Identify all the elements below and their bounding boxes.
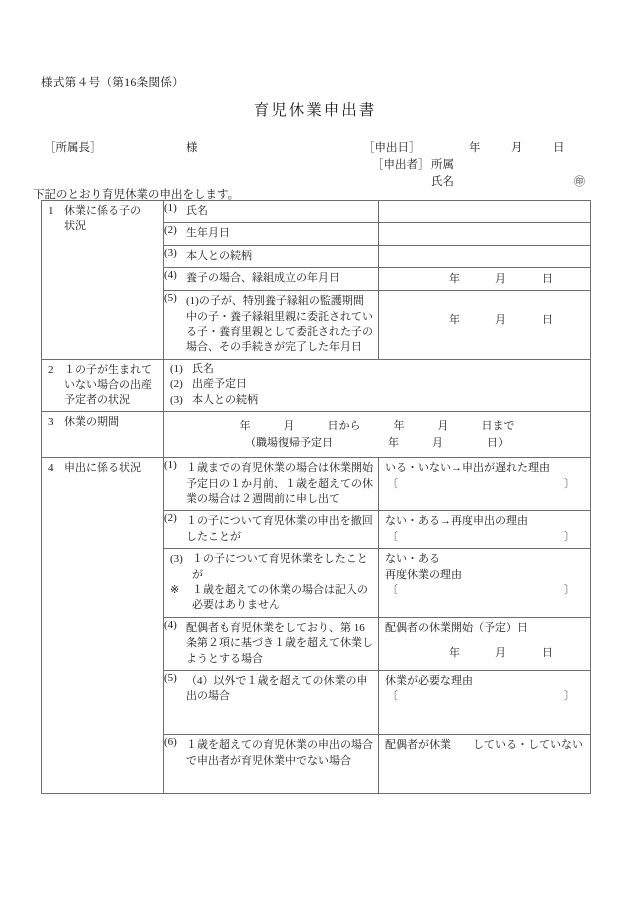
section-4-item-3-note-text: １歳を超えての休業の場合は記入の必要はありません xyxy=(192,583,368,612)
section-4-item-5-cell xyxy=(164,670,379,734)
section-1-item-4 xyxy=(164,268,378,289)
section-4-value-5-label: 休業が必要な理由 xyxy=(385,674,473,687)
section-4-item-1-marker: (1) xyxy=(164,459,177,472)
section-4-item-6-cell xyxy=(164,735,379,793)
section-2-item-2-marker: (2) xyxy=(170,378,183,391)
section-4-item-1 xyxy=(164,458,378,510)
section-3-period xyxy=(164,412,590,457)
section-2-items-cell[interactable] xyxy=(164,359,591,412)
section-4-item-4-text: 配偶者も育児休業をしており、第 16 条第２項に基づき１歳を超えて休業しようとする場合 xyxy=(186,621,373,665)
section-4-label-cell xyxy=(42,458,164,793)
application-date-year: 年 xyxy=(469,142,481,154)
section-2-number: 2 xyxy=(48,363,54,376)
section-1-value-2-cell[interactable] xyxy=(379,223,591,245)
bracket-left: 〔 xyxy=(387,583,398,596)
section-1-value-1 xyxy=(379,201,590,222)
bracket-left: 〔 xyxy=(387,477,398,490)
spacer xyxy=(385,772,585,781)
addressee-label: ［所属長］ xyxy=(44,142,102,154)
section-4-value-4 xyxy=(379,618,590,664)
section-4-value-3 xyxy=(379,549,590,601)
section-4-item-1-text: １歳までの育児休業の場合は休業開始予定日の１か月前、１歳を超えての休業の場合は２週間前に申し出て xyxy=(186,462,373,506)
bracket-left: 〔 xyxy=(387,690,398,703)
section-4-item-6-text: １歳を超えての育児休業の申出の場合で申出者が育児休業中でない場合 xyxy=(186,739,373,767)
section-1-item-5-text: (1)の子が、特別養子縁組の監護期間中の子・養子縁組里親に委託されている子・養育里親として委託された子の場合、その手続きが完了した年月日 xyxy=(186,295,373,354)
section-4-value-6 xyxy=(379,735,590,792)
section-1-value-2 xyxy=(379,223,590,244)
section-4-item-4-cell xyxy=(164,617,379,670)
spacer xyxy=(385,294,585,303)
section-4-value-6-cell[interactable] xyxy=(379,735,591,793)
section-3-number: 3 xyxy=(48,416,54,429)
section-1-item-1-text: 氏名 xyxy=(186,205,208,217)
section-2-item-3 xyxy=(170,393,585,408)
section-2-title-line3: 予定者の状況 xyxy=(64,394,130,407)
section-4-value-4-label: 配偶者の休業開始（予定）日 xyxy=(385,621,528,634)
section-4-item-2 xyxy=(164,511,378,548)
section-1-item-1 xyxy=(164,201,378,222)
bracket-right: 〕 xyxy=(564,477,575,490)
section-4-item-2-cell xyxy=(164,511,379,549)
section-4-value-1-bracket xyxy=(385,477,585,492)
section-4-value-5-bracket xyxy=(385,689,585,704)
spacer xyxy=(385,754,585,763)
section-2-title-line2: いない場合の出産 xyxy=(64,378,152,391)
section-4-value-3-options: ない・ある xyxy=(385,553,440,566)
lead-text: 下記のとおり育児休業の申出をします。 xyxy=(33,189,240,201)
application-date-day: 日 xyxy=(553,142,565,154)
section-1-title-line1: 休業に係る子の xyxy=(64,205,141,217)
application-date-row xyxy=(363,139,598,156)
month-marker: 月 xyxy=(495,647,506,660)
section-1-item-3-marker: (3) xyxy=(164,246,177,259)
spacer xyxy=(385,303,585,312)
section-1-item-5-cell xyxy=(164,291,379,360)
spacer xyxy=(385,763,585,772)
section-4-item-4 xyxy=(164,618,378,670)
bracket-right: 〕 xyxy=(564,530,575,543)
applicant-label: ［申出者］ xyxy=(372,159,430,171)
section-1-item-4-cell xyxy=(164,268,379,291)
section-2-item-1 xyxy=(170,362,585,377)
form-number: 様式第４号（第16条関係） xyxy=(41,77,185,89)
section-4-value-6-options: 配偶者が休業 している・していない xyxy=(385,739,583,752)
section-1-number: 1 xyxy=(48,205,54,217)
section-4-value-1-cell[interactable] xyxy=(379,458,591,511)
section-1-value-4-cell[interactable] xyxy=(379,268,591,291)
page-title: 育児休業申出書 xyxy=(253,102,377,119)
table-row xyxy=(42,359,591,412)
section-1-value-5-cell[interactable] xyxy=(379,291,591,360)
section-4-label xyxy=(42,458,163,479)
name-label: 氏名 xyxy=(431,176,454,188)
section-4-item-6 xyxy=(164,735,378,772)
section-4-item-5-text: （4）以外で１歳を超えての休業の申出の場合 xyxy=(186,674,368,703)
section-1-title-line2: 状況 xyxy=(64,220,86,233)
section-1-item-2-cell xyxy=(164,223,379,245)
section-4-value-2-bracket xyxy=(385,530,585,545)
section-1-item-1-marker: (1) xyxy=(164,202,177,214)
section-4-item-3-text: １の子について育児休業をしたことが xyxy=(192,553,368,581)
section-4-value-2 xyxy=(379,511,590,547)
section-2-item-1-marker: (1) xyxy=(170,362,183,375)
section-2-item-3-text: 本人との続柄 xyxy=(192,393,258,406)
applicant-affiliation-row xyxy=(363,156,598,173)
addressee-honorific: 様 xyxy=(186,142,198,154)
section-1-value-4-date xyxy=(385,271,585,287)
year-marker: 年 xyxy=(449,314,460,327)
application-form-table xyxy=(41,200,591,794)
section-4-title: 申出に係る状況 xyxy=(64,462,141,475)
spacer xyxy=(385,636,585,645)
section-1-item-2 xyxy=(164,223,378,244)
section-1-value-4 xyxy=(379,268,590,290)
section-1-item-1-cell xyxy=(164,201,379,223)
section-4-value-2-options: ない・ある→再度申出の理由 xyxy=(385,515,528,528)
section-1-item-2-text: 生年月日 xyxy=(186,227,230,240)
application-date-month: 月 xyxy=(511,142,523,154)
applicant-name-row xyxy=(363,173,598,190)
section-3-period-line2: （職場復帰予定日 年 月 日） xyxy=(245,436,509,449)
section-1-value-3 xyxy=(379,246,590,267)
section-1-value-1-cell[interactable] xyxy=(379,201,591,223)
section-1-item-3-cell xyxy=(164,245,379,267)
section-1-item-3-text: 本人との続柄 xyxy=(186,249,252,262)
section-2-label-cell xyxy=(42,359,164,412)
section-4-item-3-main xyxy=(170,552,373,583)
section-4-value-3-cell[interactable] xyxy=(379,549,591,618)
section-1-item-4-marker: (4) xyxy=(164,269,177,282)
note-marker-icon: ※ xyxy=(170,583,180,596)
section-4-item-3-cell xyxy=(164,549,379,618)
section-2-item-3-marker: (3) xyxy=(170,393,183,406)
month-marker: 月 xyxy=(495,314,506,327)
day-marker: 日 xyxy=(542,647,553,660)
section-1-value-5 xyxy=(379,291,590,331)
section-2-item-1-text: 氏名 xyxy=(192,362,214,375)
section-1-item-2-marker: (2) xyxy=(164,224,177,237)
section-4-item-1-cell xyxy=(164,458,379,511)
table-row xyxy=(42,412,591,458)
section-2-title-line1: １の子が生まれて xyxy=(64,363,152,376)
section-1-value-3-cell[interactable] xyxy=(379,245,591,267)
section-4-item-3-note xyxy=(170,583,373,614)
section-4-value-2-cell[interactable] xyxy=(379,511,591,549)
section-4-value-4-date xyxy=(385,645,585,661)
section-1-label-cell xyxy=(42,201,164,360)
table-row xyxy=(42,201,591,223)
section-1-value-5-date xyxy=(385,312,585,328)
section-4-value-3-reason-label: 再度休業の理由 xyxy=(385,568,462,581)
spacer xyxy=(385,722,585,731)
section-1-item-5-marker: (5) xyxy=(164,292,177,305)
section-4-number: 4 xyxy=(48,462,54,475)
section-2-item-2-text: 出産予定日 xyxy=(192,378,247,391)
section-1-item-4-text: 養子の場合、縁組成立の年月日 xyxy=(186,272,340,285)
day-marker: 日 xyxy=(542,273,553,286)
section-4-value-1 xyxy=(379,458,590,494)
section-4-item-5 xyxy=(164,671,378,708)
bracket-right: 〕 xyxy=(564,583,575,596)
section-3-period-line1: 年 月 日から 年 月 日まで xyxy=(239,420,515,433)
section-4-value-3-bracket xyxy=(385,583,585,598)
section-4-item-3-marker: (3) xyxy=(170,553,183,566)
section-1-item-3 xyxy=(164,246,378,267)
section-4-value-5-cell[interactable] xyxy=(379,670,591,734)
applicant-block xyxy=(363,139,598,190)
section-1-item-5 xyxy=(164,291,378,359)
year-marker: 年 xyxy=(449,647,460,660)
section-4-value-1-options: いる・いない→申出が遅れた理由 xyxy=(385,462,550,475)
section-4-value-5 xyxy=(379,671,590,734)
year-marker: 年 xyxy=(449,273,460,286)
section-2-item-2 xyxy=(170,377,585,392)
table-row xyxy=(42,458,591,511)
spacer xyxy=(385,713,585,722)
section-4-item-6-marker: (6) xyxy=(164,736,177,749)
section-4-item-5-marker: (5) xyxy=(164,671,177,684)
affiliation-label: 所属 xyxy=(431,159,454,171)
section-3-period-cell[interactable] xyxy=(164,412,591,458)
section-2-label xyxy=(42,360,163,412)
section-4-item-3 xyxy=(164,549,378,617)
section-4-item-2-text: １の子について育児休業の申出を撤回したことが xyxy=(186,515,373,543)
section-4-item-4-marker: (4) xyxy=(164,618,177,631)
bracket-right: 〕 xyxy=(564,690,575,703)
day-marker: 日 xyxy=(542,314,553,327)
spacer xyxy=(385,704,585,713)
section-1-label xyxy=(42,201,163,237)
section-4-item-2-marker: (2) xyxy=(164,512,177,525)
section-4-value-4-cell[interactable] xyxy=(379,617,591,670)
section-2-items xyxy=(164,360,590,410)
seal-icon: ㊞ xyxy=(574,176,585,188)
application-date-label: ［申出日］ xyxy=(363,142,421,154)
month-marker: 月 xyxy=(495,273,506,286)
spacer xyxy=(385,781,585,790)
bracket-left: 〔 xyxy=(387,530,398,543)
section-3-label xyxy=(42,412,163,433)
section-3-label-cell xyxy=(42,412,164,458)
section-3-title: 休業の期間 xyxy=(64,416,119,429)
